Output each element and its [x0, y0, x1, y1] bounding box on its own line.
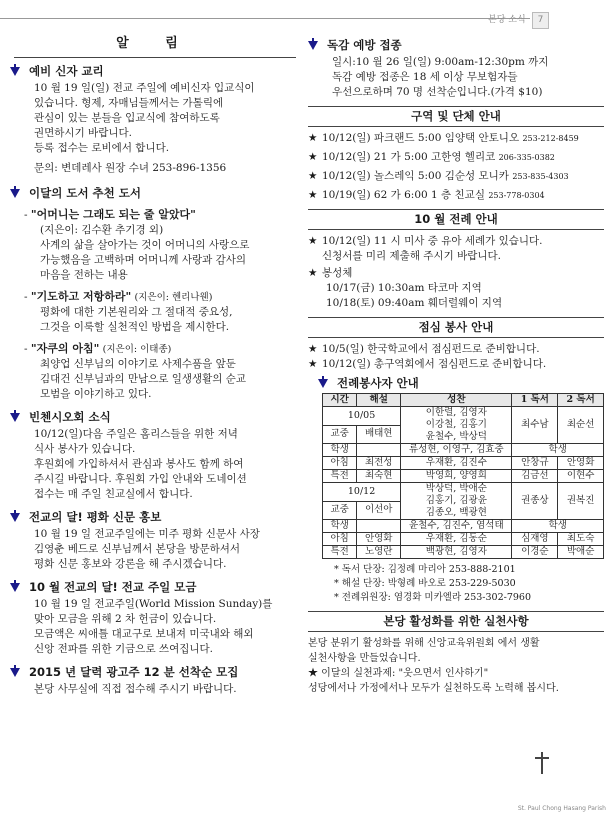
star-icon: ★	[308, 132, 318, 144]
table-row	[323, 457, 604, 470]
table-cell: 학생	[323, 444, 357, 457]
date-cell: 10/12	[323, 483, 401, 502]
text-line: ★ 이달의 실천과제: "웃으면서 인사하기"	[308, 668, 489, 679]
text-line: 평화에 대한 기본원리와 그 절대적 중요성,	[40, 306, 233, 318]
table-cell	[357, 520, 401, 533]
date-cell: 10/05	[323, 407, 401, 426]
cell-line: 김홍기, 김광윤	[425, 495, 487, 506]
book-item: - "어머니는 그래도 되는 줄 알았다"	[24, 208, 196, 221]
book-author: (지은이: 헨리나웬)	[134, 292, 213, 303]
text-line: 후원회에 가입하셔서 관심과 봉사도 함께 하여	[34, 458, 244, 470]
text-line: 실천사항을 만들었습니다.	[308, 653, 421, 664]
table-cell	[357, 444, 401, 457]
text-line: 모범을 이야기하고 있다.	[40, 388, 152, 400]
text-line: 10 월 19 일(일) 전교 주일에 예비신자 입교식이	[34, 82, 255, 94]
table-row	[323, 483, 604, 502]
section-body	[34, 81, 300, 176]
text-line: 10/12(일) 11 시 미사 중 유아 세례가 있습니다.	[322, 235, 543, 247]
table-row	[323, 546, 604, 559]
text-line: 권면하시기 바랍니다.	[34, 127, 132, 139]
arrow-icon	[10, 668, 20, 677]
visit-line: 10/17(금) 10:30am 타코마 지역	[326, 282, 482, 294]
page-number: 7	[532, 12, 550, 29]
heading-text: 예비 신자 교리	[29, 64, 104, 78]
group-item	[308, 169, 604, 184]
table-cell: 아침	[323, 533, 357, 546]
footer: St. Paul Chong Hasang Parish	[517, 805, 606, 812]
mass-heading: 10 월 전례 안내	[308, 209, 604, 230]
text-line: 일시:10 월 26 일(일) 9:00am-12:30pm 까지	[332, 56, 549, 68]
page-header	[488, 12, 562, 26]
text-line: 10/5(일) 한국학교에서 점심펀드로 준비합니다.	[322, 343, 540, 355]
table-row	[323, 470, 604, 483]
groups-heading: 구역 및 단체 안내	[308, 106, 604, 127]
heading-text: 10 월 전교의 달! 전교 주일 모금	[29, 580, 197, 594]
section-heading	[10, 186, 300, 201]
cross-icon	[535, 752, 549, 774]
section-body	[34, 527, 300, 572]
table-cell: 윤철수, 김진수, 염석태	[401, 520, 512, 533]
text-line: 모금액은 씨애틀 대교구로 보내져 미국내와 해외	[34, 628, 254, 640]
title-underline	[14, 57, 296, 58]
practice-heading: 본당 활성화를 위한 실천사항	[308, 611, 604, 632]
arrow-icon	[308, 41, 318, 50]
section-body	[34, 597, 300, 657]
arrow-icon	[10, 67, 20, 76]
text-line: 사계의 삶을 살아가는 것이 어머니의 사랑으로	[40, 239, 250, 251]
group-text: 10/12(일) 21 가 5:00 고한영 헬리코	[322, 151, 496, 163]
table-cell: 백광현, 김영자	[401, 546, 512, 559]
text-line: 접수는 매 주일 친교실에서 합니다.	[34, 488, 193, 500]
table-cell: 박애순	[558, 546, 604, 559]
heading-text: 독감 예방 접종	[327, 38, 402, 52]
book-body	[40, 223, 300, 283]
contact-line: * 전례위원장: 염경화 미카엘라 253-302-7960	[334, 592, 532, 603]
text-line: 신앙 전파를 위한 기금으로 쓰여집니다.	[34, 643, 213, 655]
left-column	[10, 34, 300, 697]
group-tel: 253-212-8459	[522, 134, 579, 143]
table-cell: 안영화	[357, 533, 401, 546]
text-line: 봉성체	[322, 267, 353, 279]
cell-line: 박상덕, 박애순	[425, 483, 487, 494]
cell-line: 윤철수, 박상덕	[425, 431, 487, 442]
table-cell: 교중	[323, 425, 357, 444]
star-icon: ★	[308, 189, 318, 201]
contact-line: * 독서 단장: 김정례 마리아 253-888-2101	[334, 564, 516, 575]
table-cell: 학생	[512, 444, 604, 457]
book-body	[40, 357, 300, 402]
group-text: 10/12(일) 파크랜드 5:00 임양택 안토니오	[322, 132, 520, 144]
text-line: 식사 봉사가 있습니다.	[34, 443, 136, 455]
table-header: 2 독서	[558, 394, 604, 407]
heading-text: 빈첸시오회 소식	[29, 410, 111, 424]
text-line: 10 월 19 일 전교주일에는 미주 평화 신문사 사장	[34, 528, 260, 540]
table-cell	[401, 407, 512, 444]
table-cell: 학생	[512, 520, 604, 533]
lunch-item	[308, 357, 604, 372]
table-cell: 류성현, 이영구, 김효중	[401, 444, 512, 457]
group-tel: 253-778-0304	[488, 191, 545, 200]
table-cell	[401, 483, 512, 520]
contact-list	[334, 563, 604, 605]
practice-body	[308, 636, 604, 696]
group-tel: 253-835-4303	[512, 172, 569, 181]
table-row	[323, 407, 604, 426]
book-body	[40, 305, 300, 335]
text-line: 성당에서나 가정에서나 모두가 실천하도록 노력해 봅시다.	[308, 683, 559, 694]
contact-line: 문의: 변데레사 원장 수녀 253-896-1356	[34, 162, 227, 174]
book-title: "기도하고 저항하라"	[30, 290, 132, 303]
section-heading	[10, 64, 300, 79]
table-cell: 심재영	[512, 533, 558, 546]
text-line: 주시길 바랍니다. 후원회 가입 안내와 도네이션	[34, 473, 247, 485]
book-author: (지은이: 이태종)	[102, 344, 172, 355]
table-cell: 박영희, 양영희	[401, 470, 512, 483]
group-item	[308, 188, 604, 203]
table-header-row	[323, 394, 604, 407]
book-item: - "자쿠의 아침" (지은이: 이태종)	[24, 342, 172, 355]
section-heading	[308, 38, 604, 53]
section-body	[34, 682, 300, 697]
table-cell: 배태현	[357, 425, 401, 444]
text-line: 관심이 있는 분들을 입교식에 참여하도록	[34, 112, 220, 124]
text-line: 등록 접수는 로비에서 합니다.	[34, 142, 170, 154]
group-text: 10/12(일) 놀스레익 5:00 김순성 모니카	[322, 170, 509, 182]
table-cell: 아침	[323, 457, 357, 470]
heading-text: 전례봉사자 안내	[337, 376, 419, 390]
section-body	[332, 55, 604, 100]
section-heading	[10, 410, 300, 425]
section-heading	[10, 510, 300, 525]
contact-line: * 해설 단장: 박형례 바오로 253-229-5030	[334, 578, 516, 589]
table-cell: 특전	[323, 546, 357, 559]
sub-heading	[318, 376, 604, 391]
lunch-heading: 점심 봉사 안내	[308, 317, 604, 338]
star-icon: ★	[308, 343, 318, 355]
star-icon: ★	[308, 358, 318, 370]
heading-text: 2015 년 달력 광고주 12 분 선착순 모집	[29, 665, 239, 679]
star-icon: ★	[308, 170, 318, 182]
table-header: 해설	[357, 394, 401, 407]
table-cell: 학생	[323, 520, 357, 533]
text-line: 우선으로하며 70 명 선착순입니다.(가격 $10)	[332, 86, 543, 98]
star-icon: ★	[308, 267, 318, 279]
arrow-icon	[10, 189, 20, 198]
table-cell: 최순선	[558, 407, 604, 444]
table-cell: 안영화	[558, 457, 604, 470]
text-line: 김영춘 베드로 신부님께서 본당을 방문하셔서	[34, 543, 241, 555]
arrow-icon	[10, 513, 20, 522]
section-heading	[10, 665, 300, 680]
group-tel: 206-335-0382	[498, 153, 555, 162]
section-heading	[10, 580, 300, 595]
section-body	[34, 427, 300, 502]
header-section: 본당 소식	[488, 15, 526, 25]
text-line: 신청서를 미리 제출해 주시기 바랍니다.	[322, 250, 501, 262]
notice-title: 알 림	[116, 36, 194, 51]
text-line: 맞아 모금을 위해 2 차 헌금이 있습니다.	[34, 613, 217, 625]
right-column	[308, 34, 604, 696]
text-line: 독감 예방 접종은 18 세 이상 무보험자들	[332, 71, 518, 83]
heading-text: 이달의 도서 추천 도서	[29, 186, 141, 200]
table-cell: 권종상	[512, 483, 558, 520]
table-row	[323, 444, 604, 457]
star-icon: ★	[308, 151, 318, 163]
table-cell: 노영란	[357, 546, 401, 559]
table-cell: 권복진	[558, 483, 604, 520]
book-title: "자쿠의 아침"	[30, 342, 100, 355]
heading-text: 전교의 달! 평화 신문 홍보	[29, 510, 162, 524]
arrow-icon	[318, 379, 328, 388]
star-icon: ★	[308, 235, 318, 247]
text-line: 가능했음을 고백하며 어머니께 사랑과 감사의	[40, 254, 247, 266]
book-title: "어머니는 그래도 되는 줄 알았다"	[30, 208, 196, 221]
text-line: 10 월 19 일 전교주일(World Mission Sunday)를	[34, 598, 273, 610]
table-header: 성찬	[401, 394, 512, 407]
text-line: 본당 사무실에 직접 접수해 주시기 바랍니다.	[34, 683, 237, 695]
table-row	[323, 520, 604, 533]
table-cell: 최숙현	[357, 470, 401, 483]
group-item	[308, 131, 604, 146]
table-cell: 특전	[323, 470, 357, 483]
lunch-item	[308, 342, 604, 357]
arrow-icon	[10, 583, 20, 592]
cell-line: 김종오, 백광현	[425, 507, 487, 518]
text-line: 있습니다. 형제, 자매님들께서는 가톨릭에	[34, 97, 224, 109]
table-cell: 최도숙	[558, 533, 604, 546]
text-line: 마음을 전하는 내용	[40, 269, 128, 281]
table-cell: 우재환, 김동순	[401, 533, 512, 546]
table-cell: 교중	[323, 501, 357, 520]
cell-line: 이강철, 김홍기	[425, 419, 487, 430]
text-line: 평화 신문 홍보와 강론을 해 주시겠습니다.	[34, 558, 227, 570]
table-cell: 최수남	[512, 407, 558, 444]
mass-item	[308, 234, 604, 249]
mass-item	[308, 266, 604, 281]
header-rule	[0, 18, 530, 19]
server-table	[322, 393, 604, 559]
table-cell: 이현수	[558, 470, 604, 483]
table-row	[323, 533, 604, 546]
table-cell: 우재환, 김진수	[401, 457, 512, 470]
group-text: 10/19(일) 62 가 6:00 1 층 친교실	[322, 189, 485, 201]
table-cell: 이경순	[512, 546, 558, 559]
book-item: - "기도하고 저항하라" (지은이: 헨리나웬)	[24, 290, 213, 303]
table-cell: 최전성	[357, 457, 401, 470]
table-cell: 안창규	[512, 457, 558, 470]
visit-line: 10/18(토) 09:40am 훼더럴웨이 지역	[326, 297, 503, 309]
table-cell: 이선아	[357, 501, 401, 520]
text-line: 그것을 이룩할 실천적인 방법을 제시한다.	[40, 321, 230, 333]
text-line: 본당 분위기 활성화를 위해 신앙교육위원회 에서 생활	[308, 638, 540, 649]
text-line: 최양업 신부님의 이야기로 사제수품을 앞둔	[40, 358, 236, 370]
arrow-icon	[10, 413, 20, 422]
text-line: 10/12(일) 총구역회에서 점심펀드로 준비합니다.	[322, 358, 547, 370]
table-header: 1 독서	[512, 394, 558, 407]
cell-line: 이한렬, 김영자	[425, 407, 487, 418]
table-header: 시간	[323, 394, 357, 407]
table-cell: 김금선	[512, 470, 558, 483]
book-author: (지은이: 김수환 추기경 외)	[40, 224, 164, 236]
group-item	[308, 150, 604, 165]
text-line: 김대건 신부님과의 만남으로 일생생활의 순교	[40, 373, 247, 385]
text-line: 10/12(일)다음 주일은 홈리스들을 위한 저녁	[34, 428, 238, 440]
